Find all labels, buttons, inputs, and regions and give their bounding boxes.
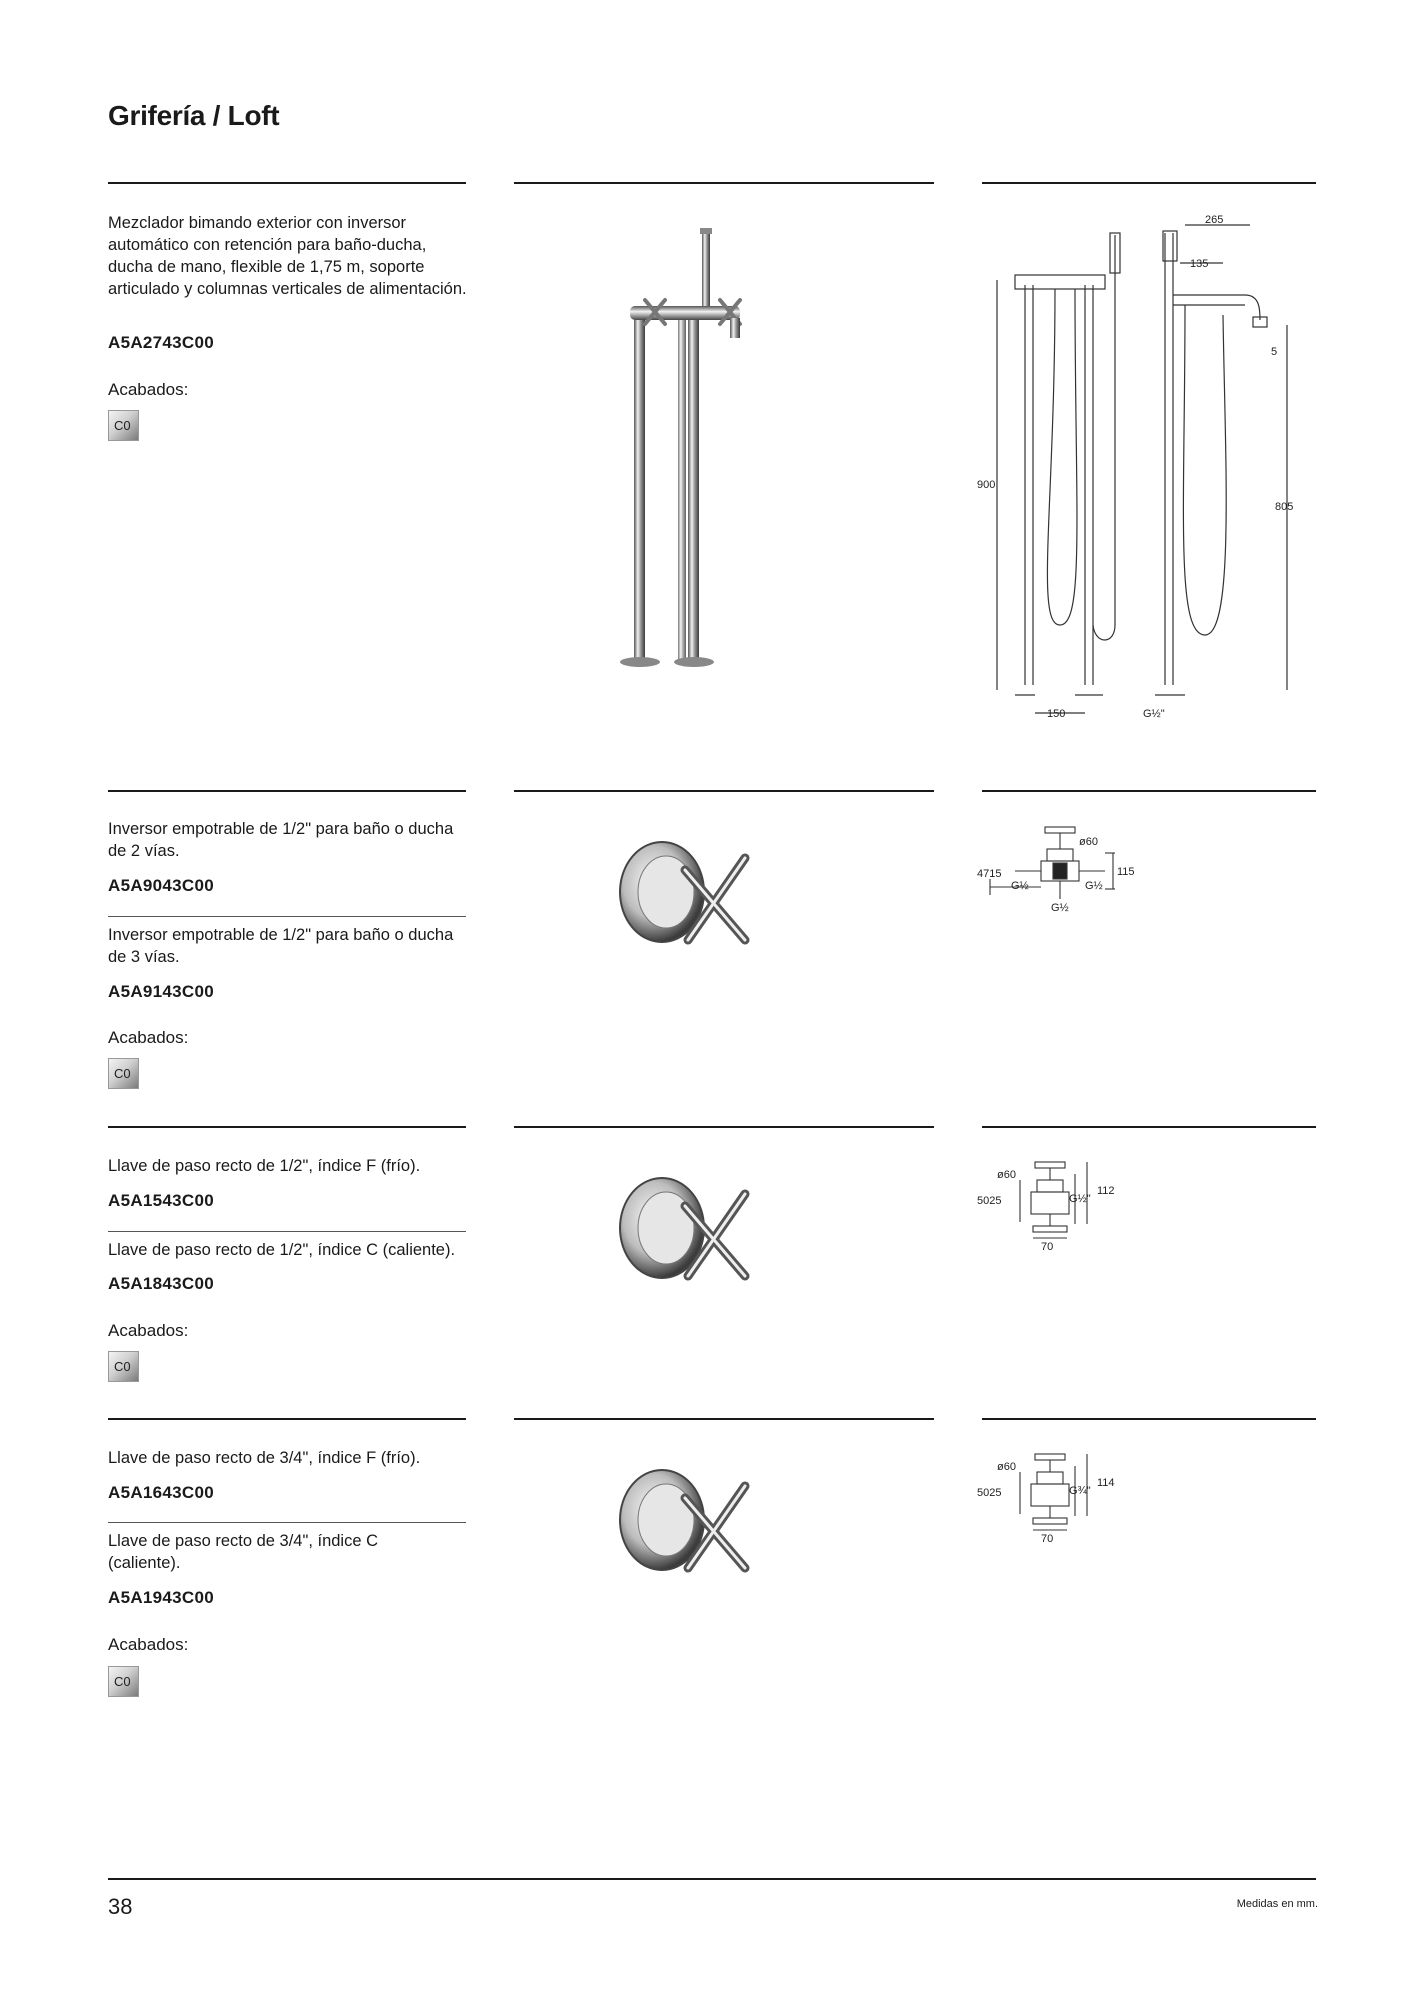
finish-swatch-chrome[interactable]: C0 — [108, 1666, 139, 1697]
page-title: Grifería / Loft — [108, 100, 280, 131]
dim-height: 900 — [977, 479, 996, 491]
product-divider — [108, 1231, 466, 1232]
product-code: A5A9043C00 — [108, 876, 215, 895]
units-footnote: Medidas en mm. — [1236, 1898, 1318, 1910]
product-image-diverter — [610, 830, 760, 960]
product-divider — [108, 1522, 466, 1523]
dim-thread: G½" — [1069, 1193, 1091, 1205]
technical-drawing-stop-valve-three-quarter — [975, 1442, 1135, 1552]
section-divider — [514, 790, 934, 792]
technical-drawing-diverter — [975, 815, 1145, 925]
finishes-label: Acabados: — [108, 380, 189, 399]
finishes-label: Acabados: — [108, 1028, 189, 1047]
dim-depth: 4715 — [977, 868, 1002, 880]
product-image-stop-valve-half — [610, 1166, 760, 1296]
dim-depth: 5025 — [977, 1195, 1002, 1207]
dim-depth: 5025 — [977, 1487, 1002, 1499]
product-divider — [108, 916, 466, 917]
dim-diameter: ø60 — [997, 1169, 1016, 1181]
section-divider — [108, 182, 466, 184]
product-image-stop-valve-three-quarter — [610, 1458, 760, 1588]
technical-drawing-freestanding-mixer — [975, 205, 1305, 725]
product-code: A5A1543C00 — [108, 1191, 215, 1210]
section-divider — [514, 1126, 934, 1128]
dim-height: 114 — [1097, 1477, 1115, 1489]
dim-thread: G¾" — [1069, 1485, 1091, 1497]
dim-height: 112 — [1097, 1185, 1115, 1197]
dim-column-height: 805 — [1275, 501, 1294, 513]
dim-width-total: 265 — [1205, 214, 1224, 226]
finishes-label: Acabados: — [108, 1635, 189, 1654]
product-description: Llave de paso recto de 3/4", índice C (caliente). — [108, 1532, 379, 1572]
finish-swatch-chrome[interactable]: C0 — [108, 410, 139, 441]
dim-diameter: ø60 — [997, 1461, 1016, 1473]
dim-column-spacing: 150 — [1047, 708, 1066, 720]
product-code: A5A1643C00 — [108, 1483, 215, 1502]
dim-spout-offset: 135 — [1190, 258, 1209, 270]
page-number: 38 — [108, 1894, 133, 1919]
dim-diameter: ø60 — [1079, 836, 1098, 848]
product-code: A5A1943C00 — [108, 1588, 215, 1607]
product-code: A5A1843C00 — [108, 1274, 215, 1293]
product-description: Llave de paso recto de 1/2", índice C (caliente). — [108, 1241, 456, 1259]
technical-drawing-stop-valve-half — [975, 1150, 1135, 1260]
section-divider — [108, 790, 466, 792]
section-divider — [108, 1418, 466, 1420]
product-description: Mezclador bimando exterior con inversor automático con retención para baño-ducha, ducha de mano, flexible de 1,75 m, soporte articulado y columnas verticales de alimentación. — [108, 214, 467, 298]
section-divider — [982, 1418, 1316, 1420]
dim-thread-b: G½ — [1085, 880, 1103, 892]
product-description: Inversor empotrable de 1/2" para baño o ducha de 2 vías. — [108, 820, 454, 860]
product-description: Inversor empotrable de 1/2" para baño o ducha de 3 vías. — [108, 926, 454, 966]
dim-height: 115 — [1117, 866, 1135, 878]
product-code: A5A9143C00 — [108, 982, 215, 1001]
product-description: Llave de paso recto de 1/2", índice F (frío). — [108, 1157, 421, 1175]
product-code: A5A2743C00 — [108, 333, 215, 352]
finishes-label: Acabados: — [108, 1321, 189, 1340]
dim-width: 70 — [1041, 1533, 1054, 1545]
dim-thread-c: G½ — [1051, 902, 1069, 914]
product-image-freestanding-mixer — [610, 220, 810, 680]
dim-width: 70 — [1041, 1241, 1054, 1253]
footer-divider — [108, 1878, 1316, 1880]
dim-thread: G½" — [1143, 708, 1165, 720]
section-divider — [514, 1418, 934, 1420]
dim-spout-drop: 5 — [1271, 346, 1278, 358]
section-divider — [108, 1126, 466, 1128]
section-divider — [982, 790, 1316, 792]
finish-swatch-chrome[interactable]: C0 — [108, 1351, 139, 1382]
section-divider — [514, 182, 934, 184]
finish-swatch-chrome[interactable]: C0 — [108, 1058, 139, 1089]
dim-thread-a: G½ — [1011, 880, 1029, 892]
section-divider — [982, 182, 1316, 184]
product-description: Llave de paso recto de 3/4", índice F (frío). — [108, 1449, 421, 1467]
section-divider — [982, 1126, 1316, 1128]
